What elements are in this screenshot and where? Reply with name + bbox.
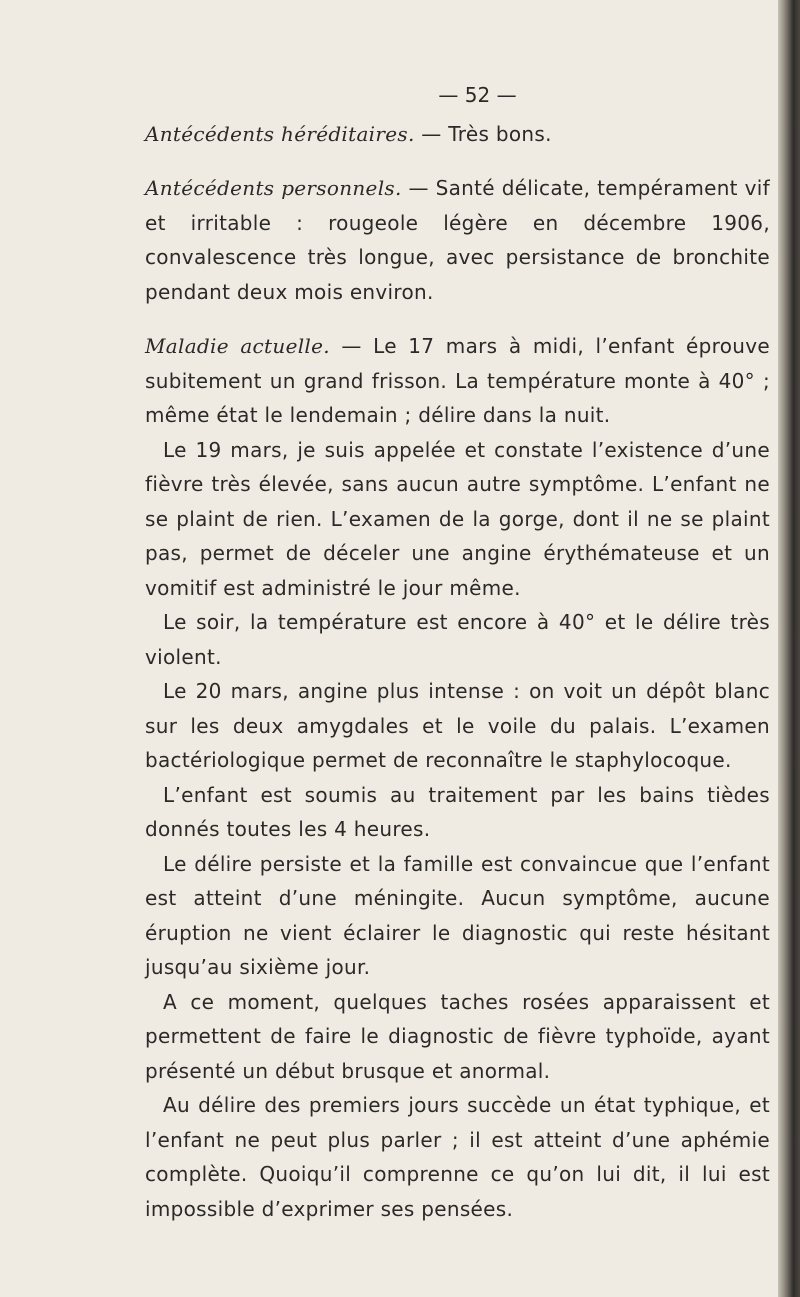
body-paragraph-3: Le 20 mars, angine plus intense : on voit un dépôt blanc sur les deux amygdales et le voile du palais. L’examen bactériologique permet de reconnaître le staphylocoque. [145, 679, 770, 772]
body-paragraph-1: Le 19 mars, je suis appelée et constate l’existence d’une fièvre très élevée, sans aucun autre symptôme. L’enfant ne se plaint de rien. L’examen de la gorge, dont il ne se plaint pas, permet de déceler une angine érythémateuse et un vomitif est administré le jour même. [145, 437, 770, 600]
body-paragraph-6: A ce moment, quelques taches rosées apparaissent et permettent de faire le diagnostic de fièvre typhoïde, ayant présenté un début brusque et anormal. [145, 989, 770, 1083]
body-paragraph-7: Au délire des premiers jours succède un état typhique, et l’enfant ne peut plus parler ; il est atteint d’une aphémie complète. Quoiqu’il comprenne ce qu’on lui dit, il lui est impossible d’exprimer ses pensées. [145, 1093, 770, 1221]
hereditary-history-text: — Très bons. [414, 121, 552, 146]
personal-history-paragraph [145, 171, 770, 309]
hereditary-history-paragraph [145, 117, 770, 152]
current-illness-heading: Maladie actuelle. [145, 334, 330, 358]
page-number: — 52 — [438, 83, 517, 107]
current-illness-paragraph [145, 329, 770, 433]
personal-history-text: — Santé délicate, tempérament vif et irritable : rougeole légère en décembre 1906, convalescence très longue, avec persistance de bronchite pendant deux mois environ. [145, 176, 770, 304]
page-text [145, 78, 770, 1226]
personal-history-heading: Antécédents personnels. [145, 176, 402, 200]
body-paragraph-4: L’enfant est soumis au traitement par les bains tièdes donnés toutes les 4 heures. [145, 782, 770, 841]
page-binding-edge [778, 0, 800, 1297]
current-illness-text: — Le 17 mars à midi, l’enfant éprouve subitement un grand frisson. La température monte à 40° ; même état le lendemain ; délire dans la nuit. [145, 334, 770, 427]
body-paragraph-2: Le soir, la température est encore à 40° et le délire très violent. [145, 610, 770, 669]
hereditary-history-heading: Antécédents héréditaires. [145, 121, 415, 146]
body-paragraph-5: Le délire persiste et la famille est convaincue que l’enfant est atteint d’une méningite. Aucun symptôme, aucune éruption ne vient éclairer le diagnostic qui reste hésitant jusqu’au sixième jour. [145, 851, 770, 979]
